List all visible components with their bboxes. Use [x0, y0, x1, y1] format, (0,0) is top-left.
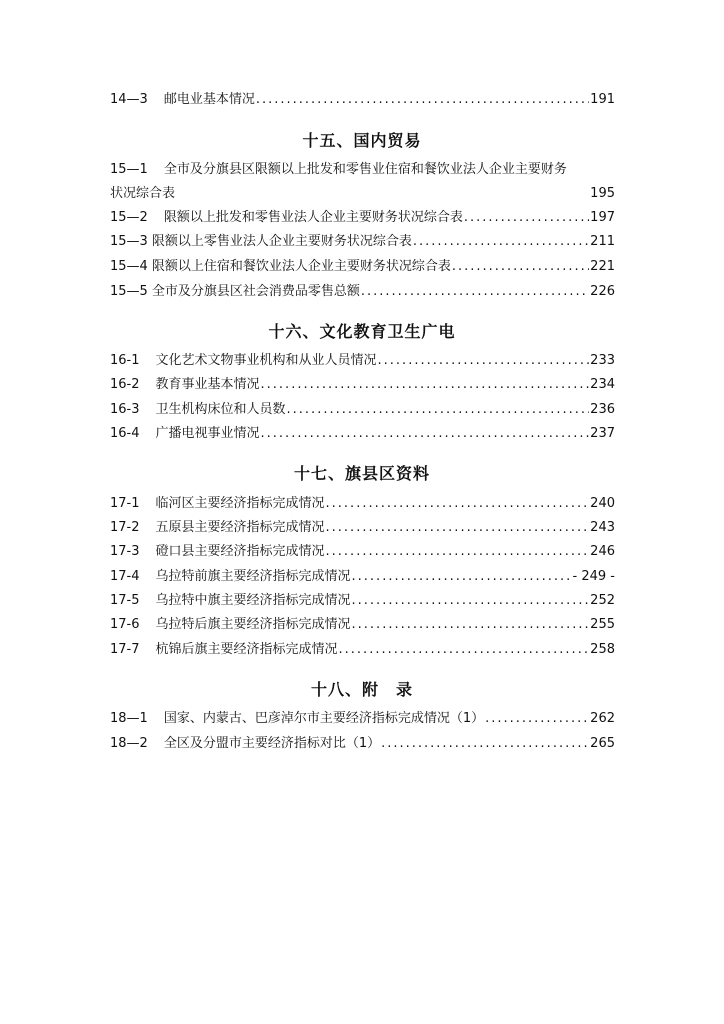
entry-title-line1: 全市及分旗县区限额以上批发和零售业住宿和餐饮业法人企业主要财务 [163, 162, 567, 177]
leader-dots [326, 494, 590, 514]
entry-number: 17-6 [110, 617, 140, 632]
entry-title: 临河区主要经济指标完成情况 [155, 496, 325, 511]
entry-title: 广播电视事业情况 [155, 426, 260, 441]
toc-entry-17-5 [110, 591, 615, 611]
entry-page: 237 [590, 426, 615, 441]
section-heading-15: 十五、国内贸易 [302, 131, 422, 150]
leader-dots [452, 257, 589, 277]
toc-entry-17-4 [110, 567, 615, 587]
leader-dots [485, 709, 589, 729]
leader-dots [464, 208, 589, 228]
toc-entry-15-2 [110, 208, 615, 228]
toc-entry-16-4 [110, 424, 615, 444]
entry-number: 16-3 [110, 402, 140, 417]
entry-page: 191 [590, 92, 615, 107]
entry-number: 17-1 [110, 496, 140, 511]
toc-entry-16-2 [110, 375, 615, 395]
entry-number: 15—5 [110, 284, 148, 299]
leader-dots [352, 591, 590, 611]
leader-dots [326, 542, 590, 562]
entry-title: 杭锦后旗主要经济指标完成情况 [155, 642, 338, 657]
leader-dots [326, 518, 590, 538]
toc-entry-15-3 [110, 232, 615, 252]
toc-entry-18-1 [110, 709, 615, 729]
entry-title: 邮电业基本情况 [163, 92, 255, 107]
leader-dots [361, 282, 589, 302]
toc-entry-14-3 [110, 90, 615, 110]
entry-page: 234 [590, 377, 615, 392]
toc-entry-15-1 [110, 160, 615, 204]
section-heading-17: 十七、旗县区资料 [293, 464, 430, 483]
toc-entry-16-1 [110, 351, 615, 371]
entry-page: 246 [590, 544, 615, 559]
leader-dots [352, 615, 590, 635]
toc-entry-15-4 [110, 257, 615, 277]
entry-number: 17-2 [110, 520, 140, 535]
leader-dots [413, 232, 589, 252]
entry-page: 262 [590, 711, 615, 726]
toc-entry-18-2 [110, 734, 615, 754]
entry-number: 15—1 [110, 162, 148, 177]
entry-title: 磴口县主要经济指标完成情况 [155, 544, 325, 559]
entry-title: 全区及分盟市主要经济指标对比（1） [163, 736, 381, 751]
leader-dots [287, 400, 590, 420]
entry-title: 五原县主要经济指标完成情况 [155, 520, 325, 535]
leader-dots [256, 90, 589, 110]
leader-dots [378, 351, 590, 371]
entry-page: 255 [590, 617, 615, 632]
entry-number: 15—4 [110, 259, 148, 274]
entry-page: - 249 - [572, 569, 615, 584]
toc-entry-17-7 [110, 640, 615, 660]
entry-number: 15—2 [110, 210, 148, 225]
toc-entry-15-5 [110, 282, 615, 302]
entry-page: 243 [590, 520, 615, 535]
leader-dots [339, 640, 590, 660]
leader-dots [261, 375, 590, 395]
entry-number: 16-2 [110, 377, 140, 392]
entry-page: 197 [590, 210, 615, 225]
entry-number: 18—1 [110, 711, 148, 726]
entry-number: 14—3 [110, 92, 148, 107]
entry-title: 乌拉特前旗主要经济指标完成情况 [155, 569, 351, 584]
entry-page: 195 [590, 186, 615, 201]
entry-number: 16-1 [110, 353, 140, 368]
section-heading-18: 十八、附 录 [310, 680, 413, 699]
leader-dots [261, 424, 590, 444]
entry-number: 17-4 [110, 569, 140, 584]
entry-page: 240 [590, 496, 615, 511]
entry-title: 国家、内蒙古、巴彦淖尔市主要经济指标完成情况（1） [163, 711, 485, 726]
entry-number: 15—3 [110, 234, 148, 249]
entry-number: 17-3 [110, 544, 140, 559]
entry-title: 限额以上住宿和餐饮业法人企业主要财务状况综合表 [151, 259, 451, 274]
entry-page: 265 [590, 736, 615, 751]
entry-title: 卫生机构床位和人员数 [155, 402, 286, 417]
leader-dots [352, 567, 572, 587]
entry-page: 258 [590, 642, 615, 657]
entry-title: 限额以上零售业法人企业主要财务状况综合表 [151, 234, 412, 249]
entry-page: 226 [590, 284, 615, 299]
toc-entry-17-6 [110, 615, 615, 635]
entry-number: 16-4 [110, 426, 140, 441]
entry-page: 252 [590, 593, 615, 608]
entry-number: 18—2 [110, 736, 148, 751]
toc-entry-17-3 [110, 542, 615, 562]
entry-title: 全市及分旗县区社会消费品零售总额 [151, 284, 360, 299]
entry-title: 乌拉特中旗主要经济指标完成情况 [155, 593, 351, 608]
entry-page: 236 [590, 402, 615, 417]
entry-page: 221 [590, 259, 615, 274]
entry-number: 17-5 [110, 593, 140, 608]
entry-title-line2: 状况综合表 [110, 186, 176, 201]
leader-dots [381, 734, 589, 754]
entry-title: 文化艺术文物事业机构和从业人员情况 [155, 353, 377, 368]
section-heading-16: 十六、文化教育卫生广电 [268, 322, 456, 341]
entry-title: 限额以上批发和零售业法人企业主要财务状况综合表 [163, 210, 463, 225]
toc-entry-17-2 [110, 518, 615, 538]
entry-page: 211 [590, 234, 615, 249]
entry-title: 教育事业基本情况 [155, 377, 260, 392]
toc-entry-16-3 [110, 400, 615, 420]
entry-page: 233 [590, 353, 615, 368]
entry-title: 乌拉特后旗主要经济指标完成情况 [155, 617, 351, 632]
entry-number: 17-7 [110, 642, 140, 657]
toc-entry-17-1 [110, 494, 615, 514]
